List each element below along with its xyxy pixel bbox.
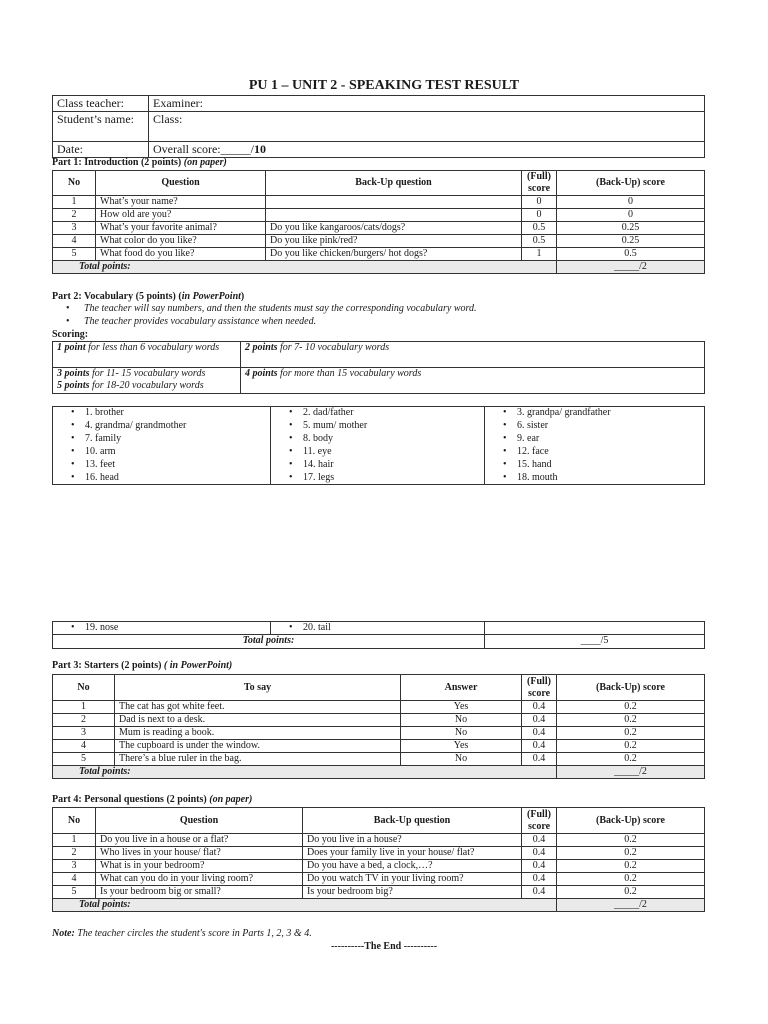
total-points-label: Total points: — [53, 899, 557, 912]
vocabulary-table-continued — [52, 621, 705, 649]
table-row: 3 What’s your favorite animal? Do you like kangaroos/cats/dogs? 0.5 0.25 — [53, 222, 705, 235]
col-header-full-score: (Full) score — [522, 808, 557, 834]
total-points-value[interactable]: _____/2 — [557, 261, 705, 274]
table-row: 2 How old are you? 0 0 — [53, 209, 705, 222]
table-row: 2 Dad is next to a desk. No 0.4 0.2 — [53, 714, 705, 727]
col-header-backup-question: Back-Up question — [266, 171, 522, 196]
table-row: 5 There’s a blue ruler in the bag. No 0.4 0.2 — [53, 753, 705, 766]
col-header-full-score: (Full) score — [522, 675, 557, 701]
total-points-label: Total points: — [53, 766, 557, 779]
overall-score-field[interactable]: Overall score:_____/10 — [149, 142, 705, 158]
date-field[interactable]: Date: — [53, 142, 149, 158]
col-header-no: No — [53, 171, 96, 196]
vocab-word: • 2. dad/father — [275, 407, 354, 418]
part1-table — [52, 170, 705, 274]
class-teacher-field[interactable]: Class teacher: — [53, 96, 149, 112]
teacher-note: Note: The teacher circles the student's score in Parts 1, 2, 3 & 4. — [52, 928, 312, 939]
table-row: 1 What’s your name? 0 0 — [53, 196, 705, 209]
student-info-table — [52, 95, 705, 158]
end-marker: ----------The End ---------- — [330, 941, 438, 952]
scoring-label: Scoring: — [52, 329, 89, 340]
table-row: 5 What food do you like? Do you like chicken/burgers/ hot dogs? 1 0.5 — [53, 248, 705, 261]
col-header-answer: Answer — [401, 675, 522, 701]
total-points-label: Total points: — [53, 635, 485, 649]
table-row: 3 Mum is reading a book. No 0.4 0.2 — [53, 727, 705, 740]
scoring-3-5-points: 3 points for 11- 15 vocabulary words 5 points for 18-20 vocabulary words — [53, 368, 241, 394]
part1-heading: Part 1: Introduction (2 points) (on paper) — [52, 157, 227, 168]
table-row: 1 Do you live in a house or a flat? Do you live in a house? 0.4 0.2 — [53, 834, 705, 847]
student-name-field[interactable]: Student’s name: — [53, 112, 149, 142]
col-header-no: No — [53, 808, 96, 834]
col-header-question: Question — [96, 808, 303, 834]
total-points-value[interactable]: ____/5 — [485, 635, 705, 649]
vocab-word: • 18. mouth — [489, 472, 558, 483]
col-header-backup-score: (Back-Up) score — [557, 675, 705, 701]
vocab-word: • 16. head — [57, 472, 119, 483]
part3-heading: Part 3: Starters (2 points) ( in PowerPoint) — [52, 660, 233, 671]
table-row: 3 What is in your bedroom? Do you have a bed, a clock,…? 0.4 0.2 — [53, 860, 705, 873]
table-row: 5 Is your bedroom big or small? Is your bedroom big? 0.4 0.2 — [53, 886, 705, 899]
scoring-1-point: 1 point for less than 6 vocabulary words — [53, 342, 241, 368]
vocab-word: • 20. tail — [275, 622, 331, 633]
vocab-word: • 14. hair — [275, 459, 334, 470]
scoring-table — [52, 341, 705, 394]
vocab-word: • 11. eye — [275, 446, 332, 457]
table-row: 1 The cat has got white feet. Yes 0.4 0.2 — [53, 701, 705, 714]
part3-table — [52, 674, 705, 779]
col-header-to-say: To say — [115, 675, 401, 701]
vocab-word: • 5. mum/ mother — [275, 420, 367, 431]
scoring-4-points: 4 points for more than 15 vocabulary words — [241, 368, 705, 394]
part4-table — [52, 807, 705, 912]
vocab-word: • 15. hand — [489, 459, 551, 470]
vocab-word: • 6. sister — [489, 420, 548, 431]
part4-heading: Part 4: Personal questions (2 points) (on paper) — [52, 794, 253, 805]
vocab-word: • 7. family — [57, 433, 121, 444]
vocab-word: • 13. feet — [57, 459, 115, 470]
vocab-word: • 1. brother — [57, 407, 124, 418]
vocab-word: • 10. arm — [57, 446, 116, 457]
table-row: 2 Who lives in your house/ flat? Does your family live in your house/ flat? 0.4 0.2 — [53, 847, 705, 860]
vocabulary-table — [52, 406, 705, 485]
col-header-question: Question — [96, 171, 266, 196]
vocab-word: • 12. face — [489, 446, 549, 457]
col-header-backup-score: (Back-Up) score — [557, 808, 705, 834]
col-header-backup-question: Back-Up question — [303, 808, 522, 834]
scoring-2-points: 2 points for 7- 10 vocabulary words — [241, 342, 705, 368]
vocab-word: • 8. body — [275, 433, 333, 444]
part2-heading: Part 2: Vocabulary (5 points) (in PowerPoint) — [52, 291, 245, 302]
total-points-label: Total points: — [53, 261, 557, 274]
vocab-word: • 3. grandpa/ grandfather — [489, 407, 611, 418]
table-row: 4 What can you do in your living room? Do you watch TV in your living room? 0.4 0.2 — [53, 873, 705, 886]
page-title: PU 1 – UNIT 2 - SPEAKING TEST RESULT — [248, 78, 520, 93]
total-points-value[interactable]: _____/2 — [557, 899, 705, 912]
table-row: 4 What color do you like? Do you like pink/red? 0.5 0.25 — [53, 235, 705, 248]
col-header-full-score: (Full) score — [522, 171, 557, 196]
class-field[interactable]: Class: — [149, 112, 705, 142]
total-points-value[interactable]: _____/2 — [557, 766, 705, 779]
vocab-word: • 4. grandma/ grandmother — [57, 420, 186, 431]
vocab-word: • 19. nose — [57, 622, 118, 633]
instruction-bullet: • The teacher provides vocabulary assistance when needed. — [52, 316, 316, 327]
examiner-field[interactable]: Examiner: — [149, 96, 705, 112]
vocab-word: • 9. ear — [489, 433, 539, 444]
table-row: 4 The cupboard is under the window. Yes 0.4 0.2 — [53, 740, 705, 753]
instruction-bullet: • The teacher will say numbers, and then the students must say the corresponding vocabulary word. — [52, 303, 477, 314]
col-header-no: No — [53, 675, 115, 701]
vocab-word: • 17. legs — [275, 472, 334, 483]
col-header-backup-score: (Back-Up) score — [557, 171, 705, 196]
